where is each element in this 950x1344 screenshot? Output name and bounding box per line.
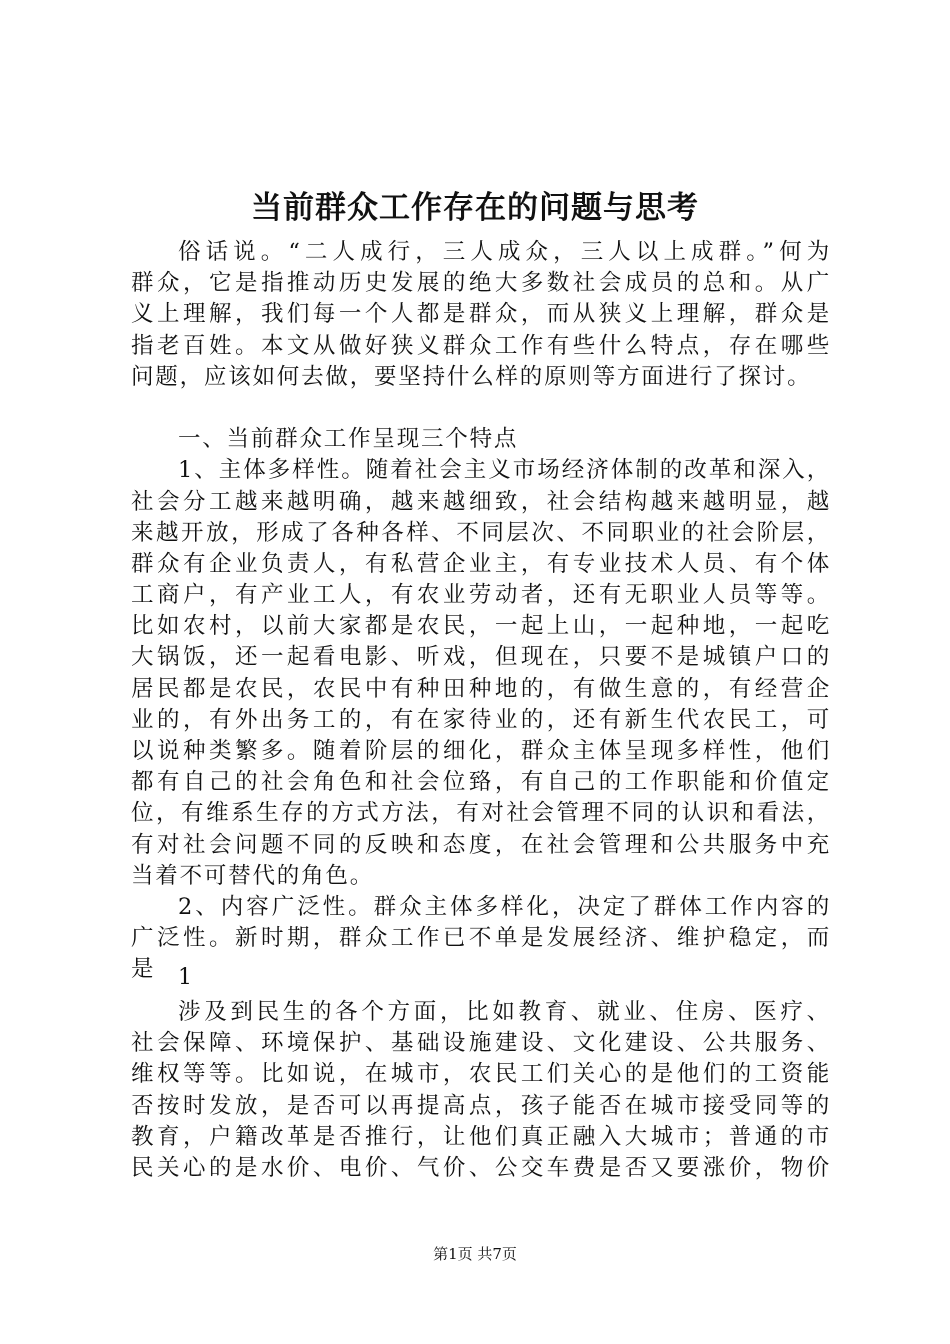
document-title: 当前群众工作存在的问题与思考 [251,190,699,226]
point-2-paragraph [131,892,831,986]
text-line: 民关心的是水价、电价、气价、公交车费是否又要涨价，物价 [131,1154,831,1181]
text-line: 大锅饭，还一起看电影、听戏，但现在，只要不是城镇户口的 [131,644,831,671]
text-line: 是 [131,956,156,983]
page-footer: 第1页 共7页 [433,1245,517,1263]
text-line: 都有自己的社会角色和社会位臵，有自己的工作职能和价值定 [131,769,831,796]
section-heading: 一、当前群众工作呈现三个特点 [178,426,519,453]
text-line: 问题，应该如何去做，要坚持什么样的原则等方面进行了探讨。 [131,363,812,390]
text-line: 2、内容广泛性。群众主体多样化，决定了群体工作内容的 [178,893,831,920]
text-line: 比如农村，以前大家都是农民，一起上山，一起种地，一起吃 [131,613,831,640]
body-text-upper [131,237,831,986]
text-line: 业的，有外出务工的，有在家待业的，还有新生代农民工，可 [131,706,831,733]
text-line: 居民都是农民，农民中有种田种地的，有做生意的，有经营企 [131,675,831,702]
text-line: 否按时发放，是否可以再提高点，孩子能否在城市接受同等的 [131,1092,831,1119]
intro-paragraph [131,237,831,393]
text-line: 位，有维系生存的方式方法，有对社会管理不同的认识和看法， [131,800,831,827]
text-line: 社会保障、环境保护、基础设施建设、文化建设、公共服务、 [131,1030,831,1057]
text-line: 群众，它是指推动历史发展的绝大多数社会成员的总和。从广 [131,270,831,297]
body-text-lower [131,997,831,1184]
text-line: 以说种类繁多。随着阶层的细化，群众主体呈现多样性，他们 [131,738,831,764]
text-line: 维权等等。比如说，在城市，农民工们关心的是他们的工资能 [131,1061,831,1088]
paragraph-gap [131,393,831,424]
text-line: 当着不可替代的角色。 [131,862,375,889]
text-line: 社会分工越来越明确，越来越细致，社会结构越来越明显，越 [131,488,831,515]
point-1-paragraph [131,455,831,892]
inline-page-number: 1 [178,965,192,990]
text-line: 1、主体多样性。随着社会主义市场经济体制的改革和深入， [178,457,831,484]
text-line: 指老百姓。本文从做好狭义群众工作有些什么特点，存在哪些 [131,332,831,359]
text-line: 有对社会问题不同的反映和态度，在社会管理和公共服务中充 [131,831,831,858]
text-line: 广泛性。新时期，群众工作已不单是发展经济、维护稳定，而 [131,925,831,952]
text-line: 来越开放，形成了各种各样、不同层次、不同职业的社会阶层， [131,519,831,546]
text-line: 教育，户籍改革是否推行，让他们真正融入大城市；普通的市 [131,1123,831,1150]
continuation-paragraph [131,997,831,1184]
text-line: 义上理解，我们每一个人都是群众，而从狭义上理解，群众是 [131,301,831,328]
text-line: 工商户，有产业工人，有农业劳动者，还有无职业人员等等。 [131,582,831,609]
text-line: 涉及到民生的各个方面，比如教育、就业、住房、医疗、 [178,999,831,1025]
text-line: 群众有企业负责人，有私营企业主，有专业技术人员、有个体 [131,550,831,577]
text-line: 俗话说。“二人成行，三人成众，三人以上成群。”何为 [178,239,831,265]
